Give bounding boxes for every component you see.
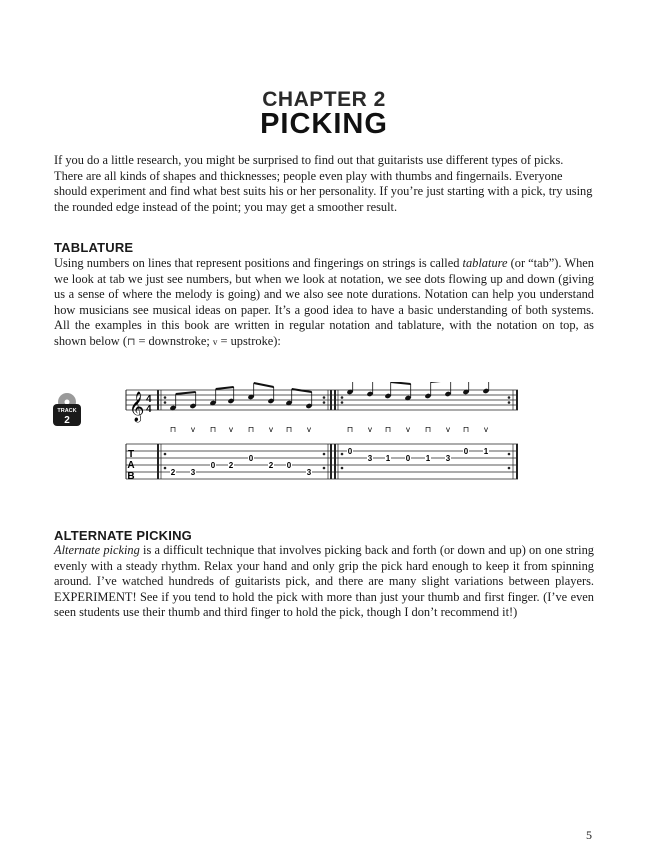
downstroke-icon: ⊓ [209, 425, 217, 434]
fret-numbers [170, 447, 489, 477]
beam [391, 382, 411, 384]
chapter-title: PICKING [260, 108, 388, 140]
fret-number: 2 [170, 468, 176, 477]
repeat-dot [164, 401, 167, 404]
repeat-dot [341, 467, 344, 470]
tablature-text-before: Using numbers on lines that represent positions and fingerings on strings is called [54, 256, 463, 270]
beam [176, 392, 196, 394]
tab-staff [126, 444, 518, 479]
tablature-text-middle: (or “tab”). When we look at tab we just see numbers, but when we look at notation, we see dots flowing up and down (giving us a sense of where the melody is going) and we also see note durations. Notation can help you understand how musicians see musical ideas on paper. It’s a good idea to have a basic understanding of both systems. All the examples in this book are written in regular notation and tablature, with the notation on top, as shown below ( [54, 256, 594, 348]
fret-number: 3 [445, 454, 451, 463]
downstroke-icon: ⊓ [424, 425, 432, 434]
tablature-heading: TABLATURE [54, 240, 134, 255]
fret-number: 0 [463, 447, 469, 456]
upstroke-icon: v [484, 425, 488, 434]
downstroke-symbol: ⊓ [126, 336, 136, 348]
upstroke-symbol: v [212, 336, 218, 347]
tablature-paragraph [54, 256, 594, 350]
fret-number: 3 [190, 468, 196, 477]
pick-strokes [170, 425, 488, 434]
repeat-dot [164, 396, 167, 399]
fret-number: 0 [347, 447, 353, 456]
time-signature-top: 4 [146, 394, 152, 405]
fret-number: 2 [228, 461, 234, 470]
downstroke-icon: ⊓ [169, 425, 177, 434]
tablature-term: tablature [462, 256, 508, 270]
upstroke-icon: v [406, 425, 410, 434]
fret-number: 0 [248, 454, 254, 463]
repeat-dot [164, 453, 167, 456]
repeat-dot [508, 401, 511, 404]
page-number: 5 [586, 828, 592, 842]
downstroke-icon: ⊓ [285, 425, 293, 434]
fret-number: 0 [210, 461, 216, 470]
tab-label-t: T [127, 449, 135, 460]
repeat-dot [164, 467, 167, 470]
repeat-dot [341, 396, 344, 399]
downstroke-icon: ⊓ [247, 425, 255, 434]
downstroke-icon: ⊓ [462, 425, 470, 434]
repeat-dot [341, 453, 344, 456]
alternate-picking-paragraph [54, 543, 594, 621]
repeat-dot [508, 453, 511, 456]
alternate-picking-term: Alternate picking [54, 543, 140, 557]
repeat-dot [508, 467, 511, 470]
upstroke-icon: v [368, 425, 372, 434]
repeat-dot [323, 396, 326, 399]
repeat-dot [323, 467, 326, 470]
upstroke-icon: v [191, 425, 195, 434]
track-badge [52, 392, 82, 428]
fret-number: 3 [367, 454, 373, 463]
fret-number: 0 [286, 461, 292, 470]
treble-clef-icon: 𝄞 [129, 391, 145, 421]
alternate-picking-text: is a difficult technique that involves picking back and forth (or down and up) on one string evenly with a steady rhythm. Relax your hand and only grip the pick hard enough to keep it from spinning around. I’ve watched hundreds of guitarists pick, and there are many slight variations between players. EXPERIMENT! See if you tend to hold the pick with more than just your thumb and first finger. (I’ve even seen students use their thumb and third finger to hold the pick, though I don’t recommend it!) [54, 543, 594, 619]
chapter-label: CHAPTER 2 [262, 88, 386, 111]
intro-paragraph: If you do a little research, you might be surprised to find out that guitarists use different types of picks. There are all kinds of shapes and thicknesses; people even play with thumbs and fingernails. Everyone should experiment and find what best suits his or her personality. If you’re just starting with a pick, try using the rounded edge instead of the point; you may get a smoother result. [54, 153, 593, 214]
fret-number: 1 [483, 447, 489, 456]
upstroke-icon: v [307, 425, 311, 434]
repeat-dot [508, 396, 511, 399]
music-example [118, 382, 528, 484]
tab-label-a: A [127, 460, 135, 471]
tab-label-b: B [127, 471, 135, 482]
repeat-dot [323, 453, 326, 456]
track-label: TRACK [57, 408, 77, 414]
fret-number: 0 [405, 454, 411, 463]
track-number: 2 [64, 415, 70, 426]
downstroke-label: = downstroke; [135, 333, 213, 348]
upstroke-icon: v [229, 425, 233, 434]
beam [216, 387, 234, 389]
time-signature-bottom: 4 [146, 404, 152, 415]
fret-number: 3 [306, 468, 312, 477]
repeat-dot [323, 401, 326, 404]
repeat-dot [341, 401, 344, 404]
fret-number: 2 [268, 461, 274, 470]
upstroke-icon: v [269, 425, 273, 434]
upstroke-label: = upstroke): [217, 333, 281, 348]
beam [254, 383, 274, 387]
fret-number: 1 [425, 454, 431, 463]
downstroke-icon: ⊓ [346, 425, 354, 434]
upstroke-icon: v [446, 425, 450, 434]
notes [169, 382, 489, 411]
beam [292, 389, 312, 392]
fret-number: 1 [385, 454, 391, 463]
alternate-picking-heading: ALTERNATE PICKING [54, 528, 192, 543]
downstroke-icon: ⊓ [384, 425, 392, 434]
